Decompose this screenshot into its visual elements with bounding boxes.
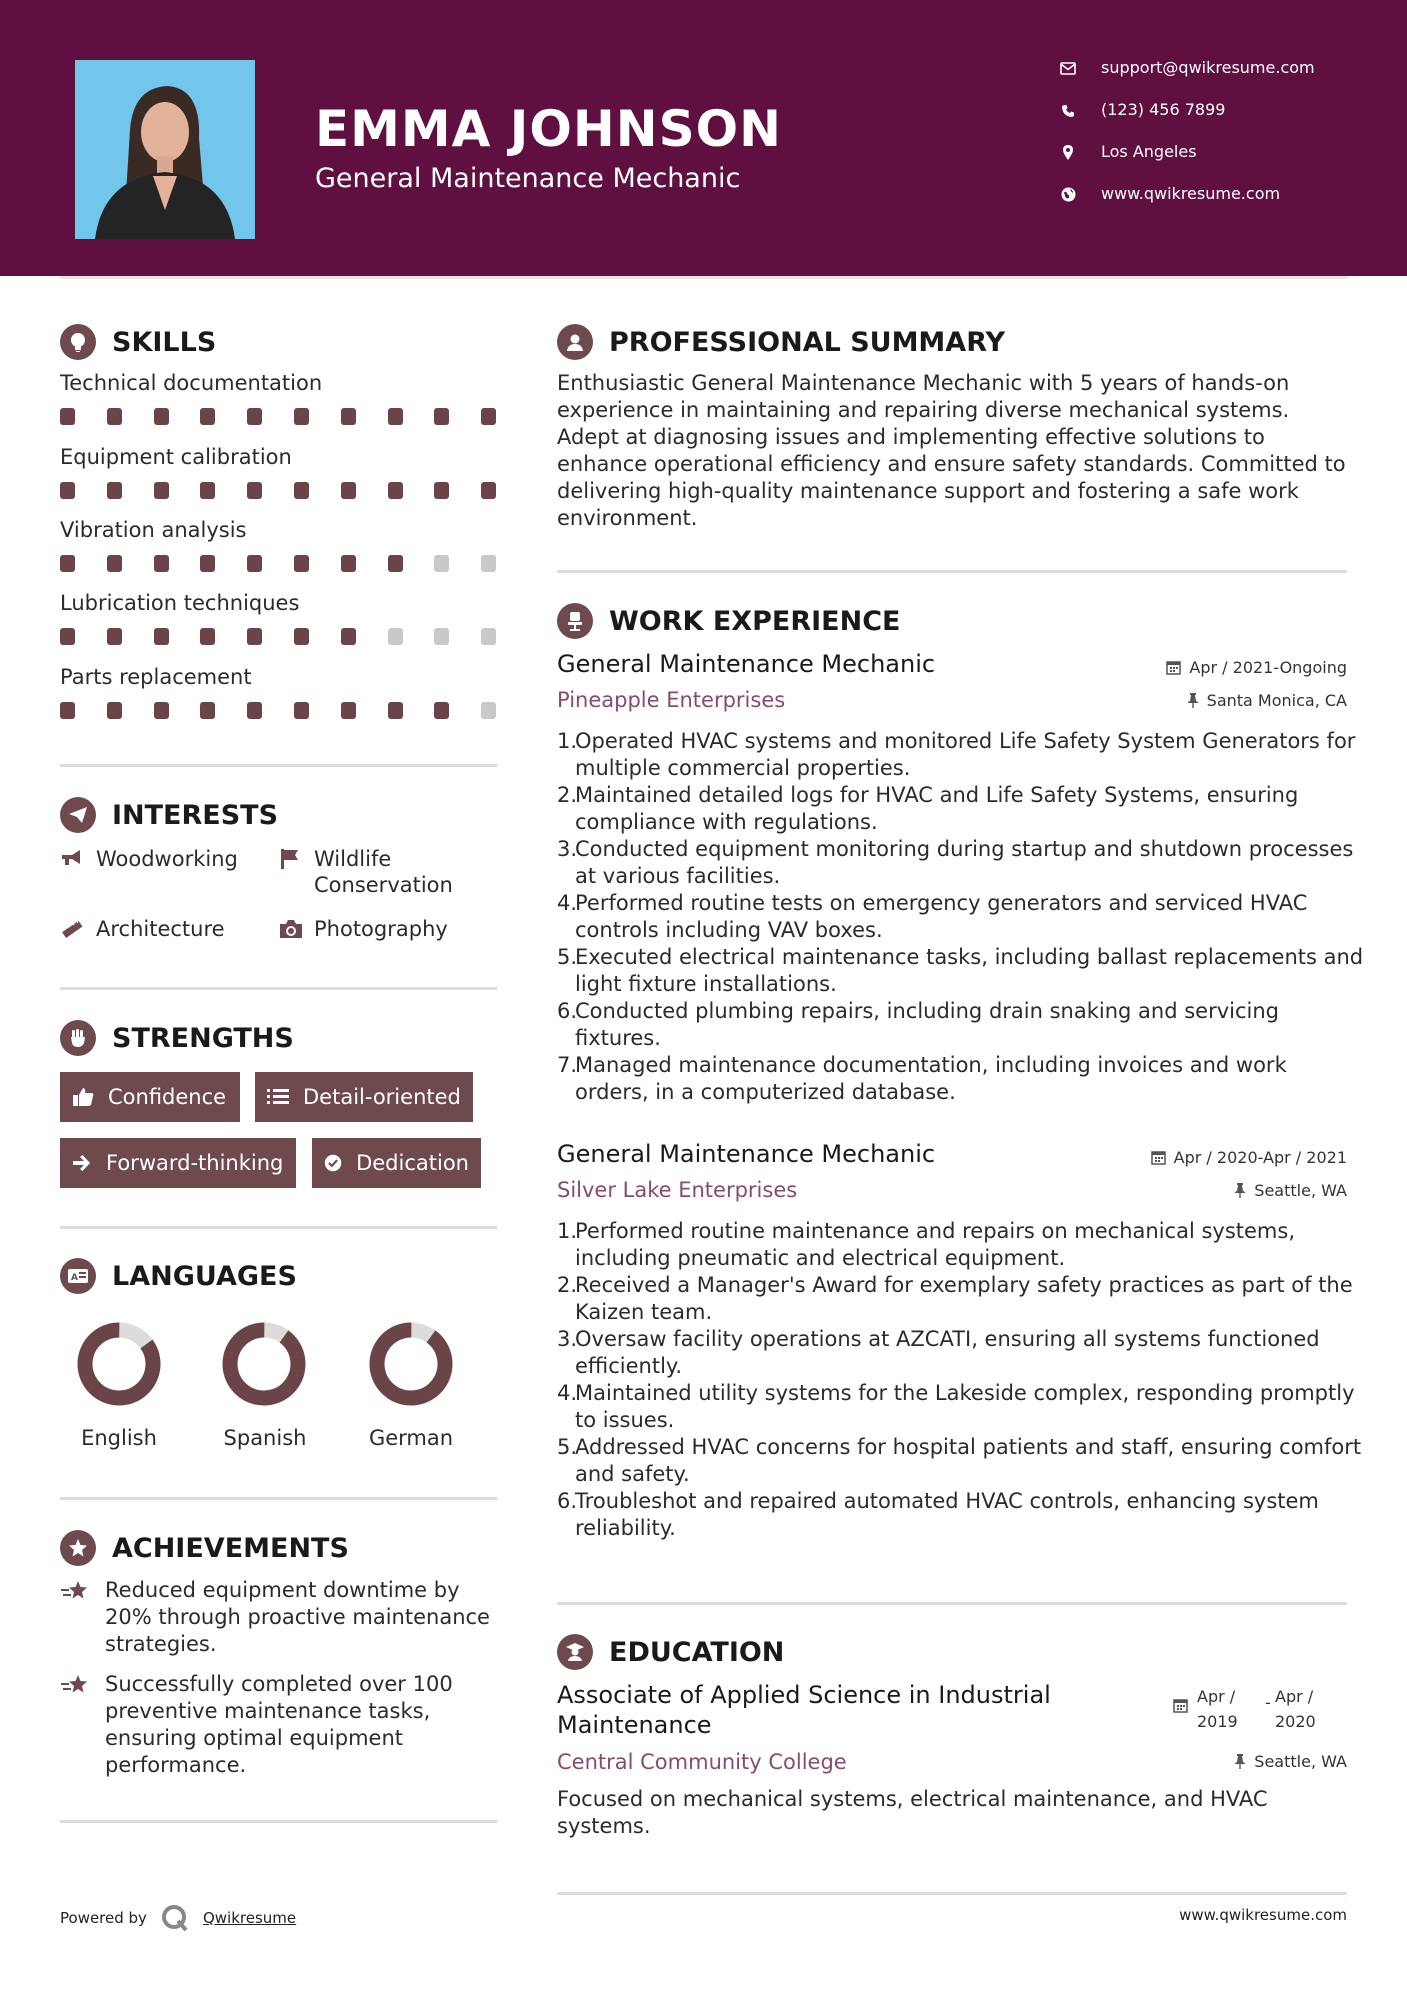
skill-dot-filled [247, 555, 262, 572]
skill-dot-filled [341, 555, 356, 572]
skill-dot-filled [388, 482, 403, 499]
achievements-title: ACHIEVEMENTS [112, 1532, 349, 1564]
job-bullet [557, 782, 1365, 836]
job-location-text: Seattle, WA [1254, 1181, 1347, 1200]
strengths-title: STRENGTHS [112, 1022, 294, 1054]
skill-dot-filled [294, 628, 309, 645]
languages-heading [60, 1258, 297, 1294]
achievement-text: Reduced equipment downtime by 20% through proactive maintenance strategies. [105, 1578, 490, 1656]
language-ring-fill [77, 1322, 161, 1406]
bullet-text: Maintained detailed logs for HVAC and Life Safety Systems, ensuring compliance with regulations. [575, 783, 1299, 834]
contact-phone-text: (123) 456 7899 [1101, 100, 1226, 119]
bullet-text: Oversaw facility operations at AZCATI, ensuring all systems functioned efficiently. [575, 1327, 1320, 1378]
camera-icon [278, 918, 304, 940]
skill-dot-filled [388, 702, 403, 719]
globe-icon [1055, 184, 1081, 203]
skill-dot-filled [341, 482, 356, 499]
svg-text:A: A [71, 1273, 78, 1283]
education-description: Focused on mechanical systems, electrical maintenance, and HVAC systems. [557, 1787, 1268, 1838]
header-divider [60, 276, 1348, 279]
pushpin-icon [1234, 1754, 1246, 1769]
language-name: Spanish [223, 1426, 307, 1450]
interests-heading [60, 797, 278, 833]
skill-dot-filled [200, 702, 215, 719]
candidate-name: EMMA JOHNSON [315, 100, 782, 158]
skill-level-dots [60, 555, 497, 571]
powered-by-text: Powered by [60, 1909, 147, 1927]
skill-dot-filled [434, 702, 449, 719]
bullet-number: 6. [557, 999, 578, 1023]
phone-icon [1055, 100, 1081, 119]
bullet-number: 3. [557, 837, 578, 861]
skill-dot-empty [481, 702, 496, 719]
strength-chip [312, 1138, 481, 1188]
education-heading [557, 1634, 784, 1670]
interest-label: Wildlife Conservation [314, 847, 453, 897]
skill-dot-filled [388, 555, 403, 572]
skill-dot-empty [481, 628, 496, 645]
list-icon [267, 1088, 289, 1106]
skill-dot-filled [154, 555, 169, 572]
arrow-right-icon [72, 1154, 92, 1172]
skill-dot-filled [200, 555, 215, 572]
bullet-number: 2. [557, 1273, 578, 1297]
bullet-text: Maintained utility systems for the Lakeside complex, responding promptly to issues. [575, 1381, 1355, 1432]
skill-dot-filled [60, 408, 75, 425]
check-circle-icon [324, 1152, 342, 1174]
skill-dot-filled [60, 702, 75, 719]
skills-title: SKILLS [112, 326, 217, 358]
pushpin-icon [1234, 1183, 1246, 1198]
strength-label: Detail-oriented [303, 1085, 461, 1109]
fist-icon [60, 1020, 96, 1056]
calendar-icon [1166, 660, 1181, 675]
bullet-number: 5. [557, 1435, 578, 1459]
section-divider [557, 1892, 1347, 1895]
strength-chip [255, 1072, 473, 1122]
brand-link[interactable]: Qwikresume [202, 1909, 297, 1927]
interest-label: Woodworking [96, 847, 238, 871]
interest-item [278, 916, 498, 946]
job-bullet [557, 728, 1365, 782]
edu-location-text: Seattle, WA [1254, 1752, 1347, 1771]
skill-dot-filled [247, 702, 262, 719]
interest-label: Photography [314, 917, 448, 941]
edu-date-start: Apr / 2019 [1197, 1687, 1238, 1731]
skill-dot-filled [154, 628, 169, 645]
language-ring [222, 1322, 306, 1406]
footer-url[interactable]: www.qwikresume.com [1179, 1906, 1347, 1924]
bullet-text: Operated HVAC systems and monitored Life Safety System Generators for multiple commercial properties. [575, 729, 1356, 780]
job-company: Silver Lake Enterprises [557, 1178, 798, 1202]
bullet-number: 3. [557, 1327, 578, 1351]
skill-level-dots [60, 628, 497, 644]
strength-label: Dedication [356, 1151, 469, 1175]
summary-heading [557, 324, 1005, 360]
strength-label: Confidence [108, 1085, 227, 1109]
ruler-icon [60, 918, 84, 940]
star-badge-icon [60, 1530, 96, 1566]
paper-plane-icon [60, 797, 96, 833]
job-bullet [557, 998, 1365, 1052]
job-dates-text: Apr / 2021-Ongoing [1189, 658, 1347, 677]
calendar-icon [1151, 1150, 1166, 1165]
experience-title: WORK EXPERIENCE [609, 605, 901, 637]
job-bullet [557, 1326, 1365, 1380]
section-divider [60, 987, 497, 990]
language-ring-fill [369, 1322, 453, 1406]
skill-dot-filled [247, 408, 262, 425]
skills-heading [60, 324, 216, 360]
skill-name: Technical documentation [60, 371, 323, 395]
interest-label: Architecture [96, 917, 225, 941]
skill-dot-filled [154, 702, 169, 719]
skill-dot-empty [481, 555, 496, 572]
bullet-number: 2. [557, 783, 578, 807]
skill-name: Equipment calibration [60, 445, 292, 469]
job-bullet [557, 1218, 1365, 1272]
bullet-text: Addressed HVAC concerns for hospital patients and staff, ensuring comfort and safety. [575, 1435, 1362, 1486]
section-divider [60, 1226, 497, 1229]
bullet-number: 4. [557, 891, 578, 915]
candidate-title: General Maintenance Mechanic [315, 163, 741, 194]
skill-dot-empty [434, 555, 449, 572]
footer-powered-by [60, 1904, 296, 1932]
job-title: General Maintenance Mechanic [557, 650, 936, 678]
language-name: English [81, 1426, 157, 1450]
skill-dot-filled [294, 555, 309, 572]
bullet-number: 4. [557, 1381, 578, 1405]
edu-location [1234, 1752, 1347, 1771]
job-bullet [557, 1488, 1365, 1542]
language-ring [77, 1322, 161, 1406]
qwikresume-logo-icon [161, 1904, 189, 1932]
job-dates-text: Apr / 2020-Apr / 2021 [1173, 1148, 1347, 1167]
skill-name: Vibration analysis [60, 518, 247, 542]
job-bullet [557, 890, 1365, 944]
skill-name: Parts replacement [60, 665, 252, 689]
education-title: EDUCATION [609, 1636, 785, 1668]
edu-date-end: Apr / 2020 [1275, 1687, 1316, 1731]
skill-dot-filled [247, 482, 262, 499]
job-dates [1151, 1148, 1347, 1167]
skill-dot-filled [60, 555, 75, 572]
bullet-text: Conducted plumbing repairs, including drain snaking and servicing fixtures. [575, 999, 1279, 1050]
achievement-item [60, 1671, 500, 1779]
graduate-icon [557, 1634, 593, 1670]
job-title: General Maintenance Mechanic [557, 1140, 936, 1168]
bullet-text: Managed maintenance documentation, including invoices and work orders, in a computerized database. [575, 1053, 1287, 1104]
contact-phone[interactable] [1055, 100, 1225, 119]
skill-dot-filled [434, 482, 449, 499]
contact-website[interactable] [1055, 184, 1280, 203]
skill-dot-empty [434, 628, 449, 645]
job-bullet [557, 1052, 1365, 1106]
contact-email[interactable] [1055, 58, 1315, 77]
achievement-text: Successfully completed over 100 preventive maintenance tasks, ensuring optimal equipment performance. [105, 1672, 453, 1777]
job-bullet [557, 1434, 1365, 1488]
experience-heading [557, 603, 900, 639]
job-bullets [557, 728, 1365, 1106]
bullet-text: Received a Manager's Award for exemplary safety practices as part of the Kaizen team. [575, 1273, 1353, 1324]
language-ring-fill [222, 1322, 306, 1406]
bullet-text: Executed electrical maintenance tasks, including ballast replacements and light fixture installations. [575, 945, 1364, 996]
skill-dot-filled [107, 628, 122, 645]
skill-name: Lubrication techniques [60, 591, 300, 615]
skill-level-dots [60, 702, 497, 718]
languages-title: LANGUAGES [112, 1260, 297, 1292]
bullet-text: Performed routine maintenance and repairs on mechanical systems, including pneumatic and electrical equipment. [575, 1219, 1296, 1270]
language-name: German [368, 1426, 454, 1450]
interest-item [60, 846, 260, 876]
thumbs-up-icon [72, 1087, 94, 1107]
school-name: Central Community College [557, 1750, 847, 1774]
job-dates [1166, 658, 1347, 677]
map-pin-icon [1055, 142, 1081, 161]
calendar-icon [1173, 1698, 1188, 1717]
lightbulb-icon [60, 324, 96, 360]
bullet-number: 7. [557, 1053, 578, 1077]
skill-dot-filled [200, 628, 215, 645]
skill-dot-filled [294, 408, 309, 425]
office-chair-icon [557, 603, 593, 639]
bullet-number: 1. [557, 729, 578, 753]
job-company: Pineapple Enterprises [557, 688, 786, 712]
bullet-text: Performed routine tests on emergency generators and serviced HVAC controls including VAV boxes. [575, 891, 1308, 942]
shooting-star-icon [60, 1579, 92, 1603]
section-divider [557, 570, 1347, 573]
job-location [1234, 1181, 1347, 1200]
skill-dot-filled [294, 482, 309, 499]
achievement-item [60, 1577, 500, 1658]
strength-chip [60, 1138, 296, 1188]
bullet-number: 5. [557, 945, 578, 969]
job-bullets [557, 1218, 1365, 1542]
profile-photo [75, 60, 255, 239]
contact-location [1055, 142, 1197, 161]
skill-dot-filled [341, 702, 356, 719]
interest-item [278, 846, 498, 902]
job-location-text: Santa Monica, CA [1206, 691, 1347, 710]
skill-dot-filled [107, 555, 122, 572]
bullet-number: 1. [557, 1219, 578, 1243]
skill-dot-filled [154, 482, 169, 499]
job-bullet [557, 1380, 1365, 1434]
interest-item [60, 916, 260, 946]
date-separator: - [1265, 1693, 1271, 1712]
skill-dot-empty [388, 628, 403, 645]
pushpin-icon [1187, 693, 1199, 708]
skill-dot-filled [154, 408, 169, 425]
contact-location-text: Los Angeles [1101, 142, 1197, 161]
skill-dot-filled [107, 482, 122, 499]
job-bullet [557, 944, 1365, 998]
strength-chip [60, 1072, 240, 1122]
job-location [1187, 691, 1347, 710]
skill-dot-filled [247, 628, 262, 645]
skill-dot-filled [341, 628, 356, 645]
bullet-text: Conducted equipment monitoring during startup and shutdown processes at various facilities. [575, 837, 1354, 888]
skill-level-dots [60, 482, 497, 498]
bullet-number: 6. [557, 1489, 578, 1513]
envelope-icon [1055, 58, 1081, 77]
skill-dot-filled [434, 408, 449, 425]
skill-level-dots [60, 408, 497, 424]
skill-dot-filled [107, 702, 122, 719]
megaphone-icon [60, 848, 84, 868]
language-ring [369, 1322, 453, 1406]
resume-header [0, 0, 1407, 276]
language-icon [60, 1258, 96, 1294]
skill-dot-filled [481, 408, 496, 425]
interests-title: INTERESTS [112, 799, 279, 831]
section-divider [60, 1820, 497, 1823]
skill-dot-filled [60, 482, 75, 499]
summary-title: PROFESSIONAL SUMMARY [609, 326, 1006, 358]
summary-text: Enthusiastic General Maintenance Mechanic with 5 years of hands-on experience in maintaining and repairing diverse mechanical systems. Adept at diagnosing issues and implementing effective solutions to enhance operational efficiency and ensure safety standards. Committed to delivering high-quality maintenance support and fostering a safe work environment. [557, 371, 1346, 530]
skill-dot-filled [107, 408, 122, 425]
achievements-heading [60, 1530, 349, 1566]
flag-icon [278, 848, 302, 870]
section-divider [60, 1497, 497, 1500]
shooting-star-icon [60, 1673, 92, 1697]
job-bullet [557, 1272, 1365, 1326]
skill-dot-filled [388, 408, 403, 425]
degree-title: Associate of Applied Science in Industrial Maintenance [557, 1681, 1051, 1739]
contact-website-text: www.qwikresume.com [1101, 184, 1281, 203]
strengths-heading [60, 1020, 294, 1056]
bullet-text: Troubleshot and repaired automated HVAC controls, enhancing system reliability. [575, 1489, 1319, 1540]
skill-dot-filled [200, 482, 215, 499]
contact-email-text: support@qwikresume.com [1101, 58, 1315, 77]
section-divider [60, 764, 497, 767]
strength-label: Forward-thinking [106, 1151, 284, 1175]
skill-dot-filled [200, 408, 215, 425]
section-divider [557, 1602, 1347, 1605]
skill-dot-filled [481, 482, 496, 499]
job-bullet [557, 836, 1365, 890]
skill-dot-filled [294, 702, 309, 719]
skill-dot-filled [341, 408, 356, 425]
user-circle-icon [557, 324, 593, 360]
skill-dot-filled [60, 628, 75, 645]
